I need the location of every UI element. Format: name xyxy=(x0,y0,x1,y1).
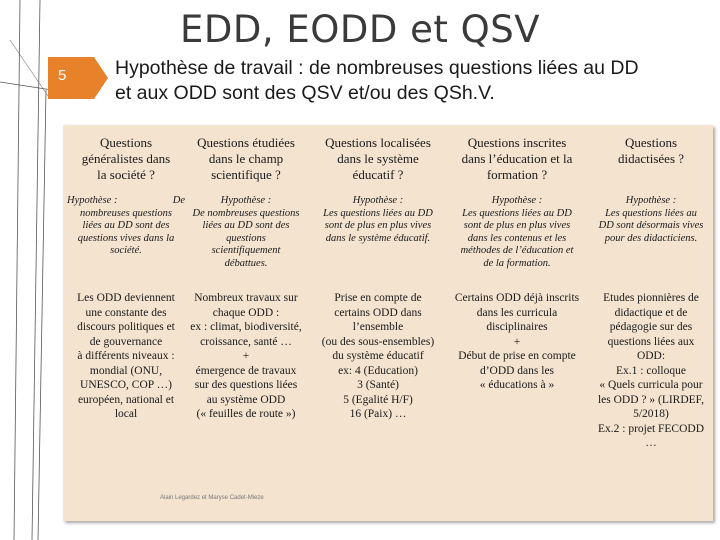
author-credit: Alain Legardez et Maryse Cadet-Mieze xyxy=(160,495,264,501)
hypothesis-text xyxy=(67,195,185,258)
body-line: sur des questions liées xyxy=(194,379,298,391)
body-line: du système éducatif xyxy=(332,350,424,362)
header-line: la société ? xyxy=(97,167,155,182)
subtitle-line-2: et aux ODD sont des QSV et/ou des QSh.V. xyxy=(115,82,495,104)
hypothesis-text xyxy=(449,195,585,270)
body-line: pédagogie sur des xyxy=(609,321,693,333)
body-line: une constante des xyxy=(85,306,167,319)
body-line: d’ODD dans les xyxy=(479,364,555,377)
hypothesis-line: Les questions liées au xyxy=(605,207,697,219)
body-line: 5 (Egalité H/F) xyxy=(343,393,413,406)
body-text xyxy=(315,291,441,422)
body-line: « éducations à » xyxy=(479,379,555,391)
body-text xyxy=(67,291,185,422)
body-line: local xyxy=(114,408,138,420)
column-header xyxy=(593,135,709,167)
body-line: … xyxy=(645,437,657,449)
hypothesis-line: Hypothèse : xyxy=(491,195,543,206)
hypothesis-line: société. xyxy=(110,245,142,256)
body-text xyxy=(593,291,709,451)
header-line: Questions inscrites xyxy=(467,135,567,150)
body-line: de gouvernance xyxy=(89,335,163,348)
hypothesis-line: questions vives dans la xyxy=(77,232,175,244)
header-line: Questions xyxy=(625,135,677,150)
body-line: émergence de travaux xyxy=(195,364,297,377)
column-header xyxy=(67,135,185,183)
slide-subtitle xyxy=(115,56,705,106)
header-line: éducatif ? xyxy=(352,167,404,182)
body-line: + xyxy=(242,350,250,362)
hypothesis-line: débattues. xyxy=(224,257,268,269)
hypothesis-word: De xyxy=(172,195,185,206)
body-line: Etudes pionnières de xyxy=(603,292,699,304)
body-line: didactique et de xyxy=(614,306,688,319)
hypothesis-line: pour des didacticiens. xyxy=(604,232,698,244)
body-line: dans les curricula xyxy=(476,306,558,319)
column-header xyxy=(449,135,585,183)
column-education-formation xyxy=(449,125,585,521)
body-line: Ex.1 : colloque xyxy=(616,364,686,377)
body-line: les ODD ? » (LIRDEF, xyxy=(597,393,705,406)
hypothesis-line: scientifiquement xyxy=(211,245,281,256)
header-line: didactisées ? xyxy=(617,151,685,166)
hypothesis-line: Hypothèse : xyxy=(220,195,272,206)
body-line: certains ODD dans xyxy=(334,306,422,319)
header-line: Questions xyxy=(100,135,152,150)
header-line: Questions localisées xyxy=(325,135,431,150)
hypothesis-line: sont de plus en plus vives xyxy=(324,220,432,231)
header-line: dans l’éducation et la xyxy=(461,151,573,166)
hypothesis-line: liées au DD sont des xyxy=(202,220,290,231)
body-line: Certains ODD déjà inscrits xyxy=(454,292,580,304)
body-line: Ex.2 : projet FECODD xyxy=(597,422,705,435)
hypothesis-line: Hypothèse : xyxy=(352,195,404,206)
body-line: 5/2018) xyxy=(633,408,669,420)
hypothesis-line: liées au DD sont des xyxy=(82,220,170,231)
page-number: 5 xyxy=(58,67,67,84)
column-societe xyxy=(67,125,185,521)
hypothesis-line: dans le système éducatif. xyxy=(325,232,431,244)
page-number-badge xyxy=(48,57,108,99)
hypothesis-text xyxy=(187,195,305,270)
hypothesis-line: DD sont désormais vives xyxy=(598,220,704,231)
body-text xyxy=(187,291,305,422)
hypothesis-line xyxy=(67,195,185,208)
body-line: 3 (Santé) xyxy=(357,379,399,391)
header-line: Questions étudiées xyxy=(197,135,295,150)
body-line: ODD: xyxy=(636,350,666,362)
body-line: croissance, santé … xyxy=(200,335,292,348)
body-line: Début de prise en compte xyxy=(458,350,576,362)
header-line: généralistes dans xyxy=(81,151,171,166)
body-line: « Quels curricula pour xyxy=(599,379,703,391)
questions-table xyxy=(63,125,713,521)
hypothesis-text xyxy=(593,195,709,245)
slide-title: EDD, EODD et QSV xyxy=(179,8,541,51)
hypothesis-line: sont de plus en plus vives xyxy=(463,220,571,231)
header-line: dans le système xyxy=(337,151,419,166)
body-line: européen, national et xyxy=(77,393,175,406)
body-line: (ou des sous-ensembles) xyxy=(321,335,435,348)
header-line: scientifique ? xyxy=(211,167,281,182)
header-line: formation ? xyxy=(486,167,548,182)
body-line: à différents niveaux : xyxy=(77,350,175,362)
column-didactisees xyxy=(593,125,709,521)
body-line: l’ensemble xyxy=(352,321,404,333)
body-line: au système ODD xyxy=(206,393,286,406)
body-line: UNESCO, COP …) xyxy=(80,379,172,391)
body-line: + xyxy=(513,335,521,348)
hypothesis-line: Les questions liées au DD xyxy=(323,207,433,219)
hypothesis-line: nombreuses questions xyxy=(79,207,173,219)
hypothesis-line: Les questions liées au DD xyxy=(462,207,572,219)
body-text xyxy=(449,291,585,393)
column-systeme-educatif xyxy=(315,125,441,521)
hypothesis-line: De nombreuses questions xyxy=(192,207,300,219)
body-line: disciplinaires xyxy=(486,321,548,333)
body-line: Les ODD deviennent xyxy=(77,292,175,304)
body-line: ex: 4 (Education) xyxy=(338,364,418,377)
column-header xyxy=(187,135,305,183)
hypothesis-line: dans les contenus et les xyxy=(467,232,567,244)
subtitle-line-1: Hypothèse de travail : de nombreuses questions liées au DD xyxy=(115,57,639,79)
hypothesis-line: de la formation. xyxy=(483,257,551,269)
body-line: chaque ODD : xyxy=(212,306,280,319)
hypothesis-text xyxy=(315,195,441,245)
body-line: discours politiques et xyxy=(77,321,175,333)
column-scientifique xyxy=(187,125,305,521)
body-line: Prise en compte de xyxy=(334,292,422,304)
hypothesis-line: Hypothèse : xyxy=(625,195,677,206)
body-line: Nombreux travaux sur xyxy=(194,292,298,304)
body-line: ex : climat, biodiversité, xyxy=(190,321,302,333)
body-line: (« feuilles de route ») xyxy=(196,408,296,420)
body-line: mondial (ONU, xyxy=(89,364,163,377)
hypothesis-line: questions xyxy=(226,232,266,244)
column-header xyxy=(315,135,441,183)
body-line: 16 (Paix) … xyxy=(349,408,407,420)
header-line: dans le champ xyxy=(208,151,284,166)
body-line: questions liées aux xyxy=(607,335,695,348)
hypothesis-word: Hypothèse : xyxy=(67,195,118,206)
hypothesis-line: méthodes de l’éducation et xyxy=(460,245,574,256)
